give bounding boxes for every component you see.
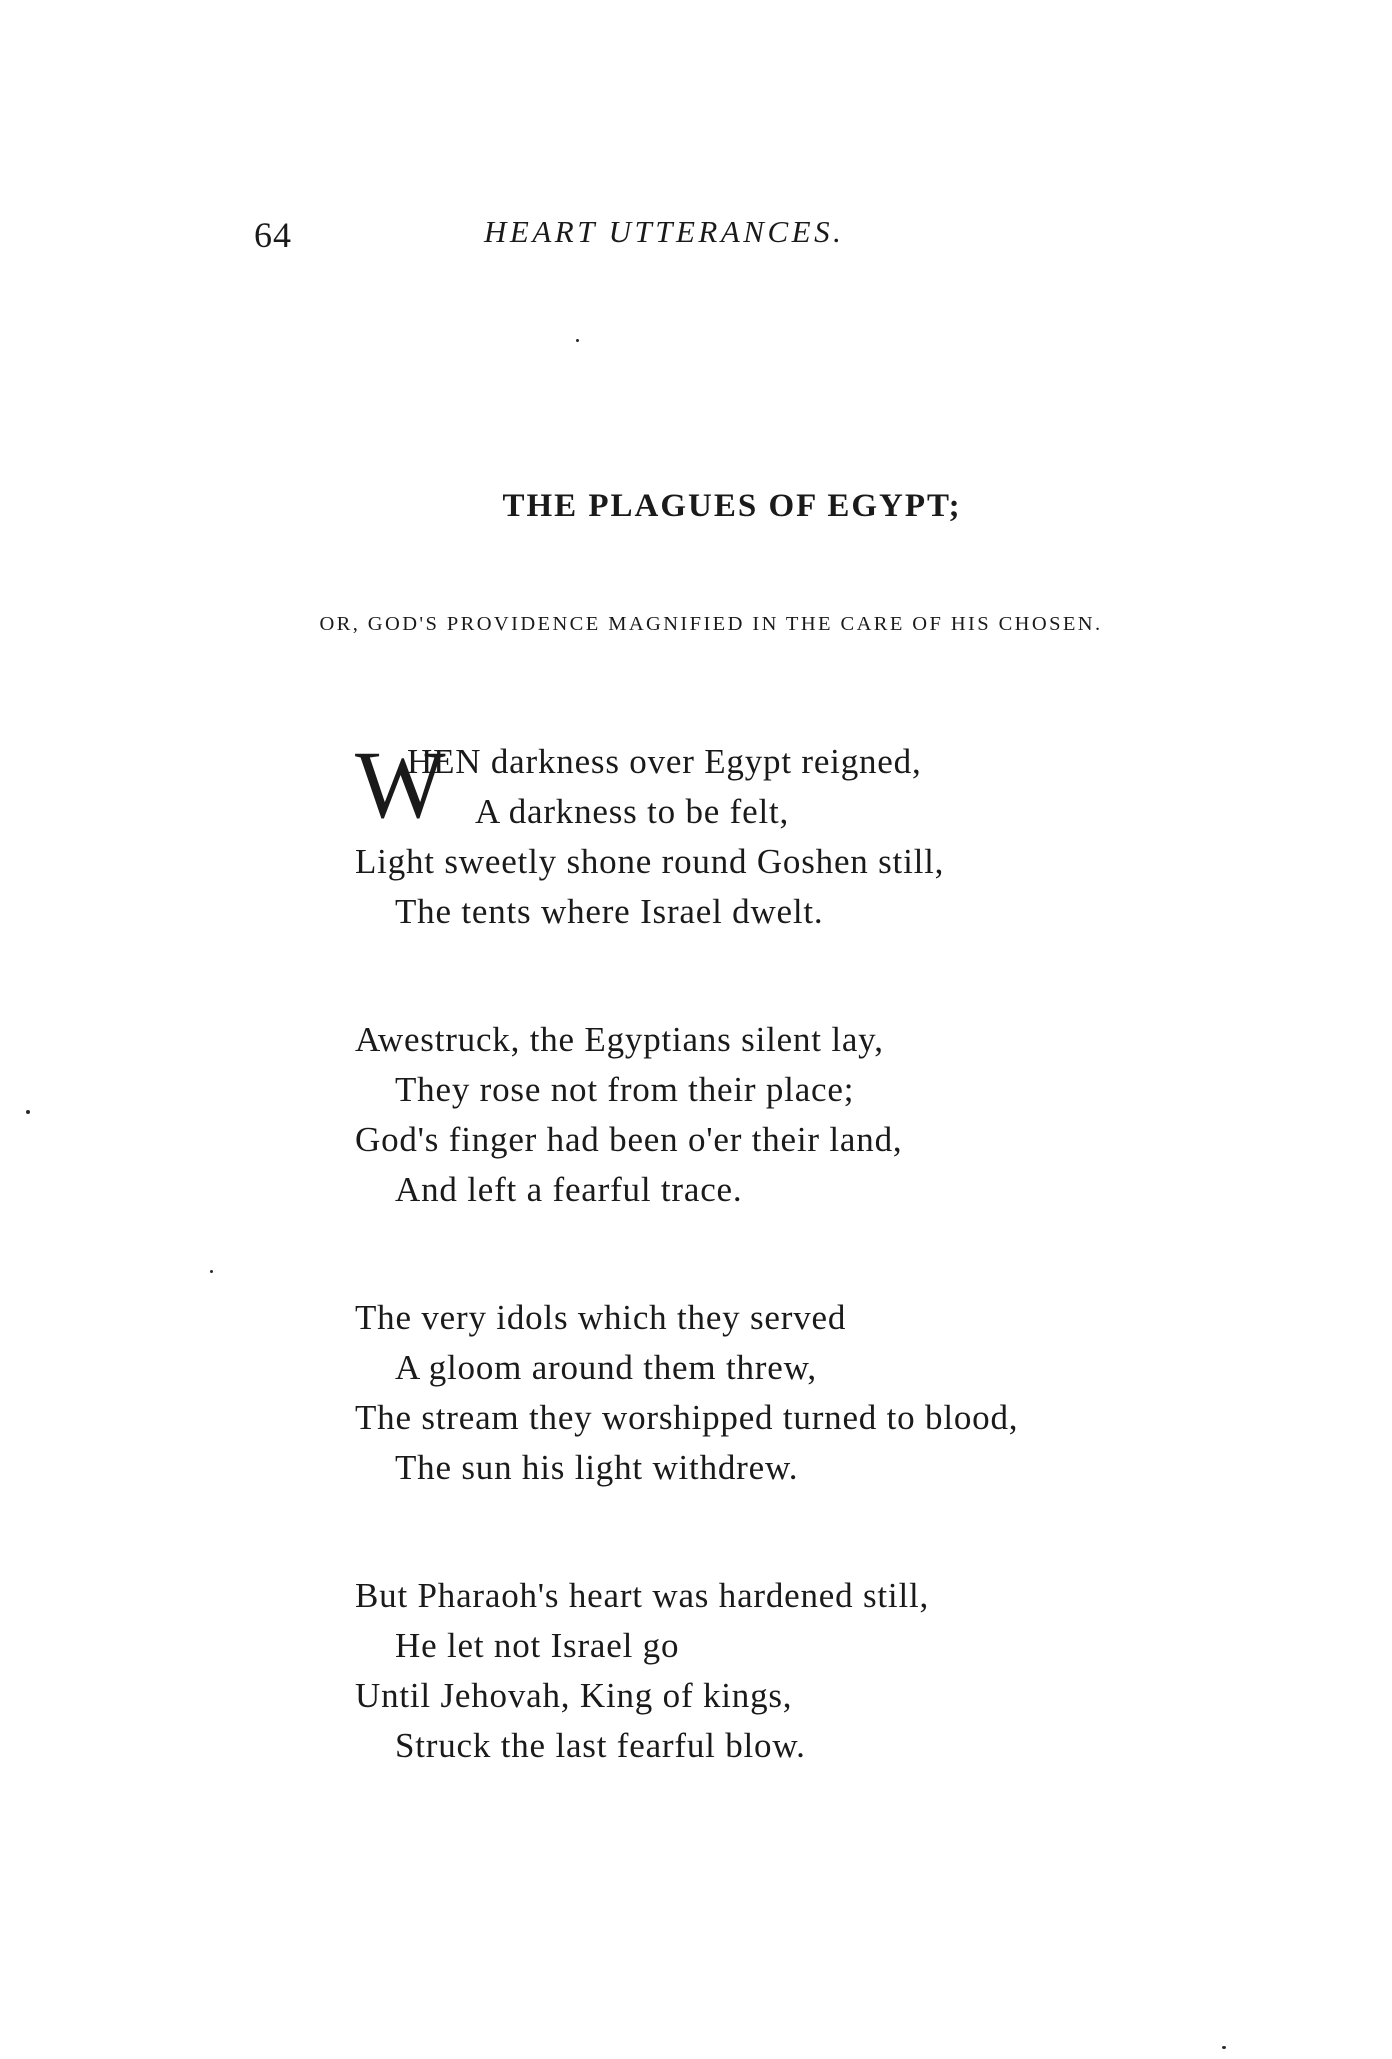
stanza <box>355 1015 1235 1215</box>
poem-line: A darkness to be felt, <box>475 792 790 831</box>
stanza <box>355 731 1235 937</box>
running-title: HEART UTTERANCES. <box>484 214 845 249</box>
poem-body <box>355 731 1235 1849</box>
poem-line: The very idols which they served <box>355 1298 847 1337</box>
poem-line: A gloom around them threw, <box>395 1348 817 1387</box>
poem-line: The sun his light withdrew. <box>395 1448 799 1487</box>
poem-line: They rose not from their place; <box>395 1070 855 1109</box>
print-speck <box>576 339 579 342</box>
poem-subtitle: OR, GOD'S PROVIDENCE MAGNIFIED IN THE CARE OF HIS CHOSEN. <box>319 613 1103 635</box>
poem-line: Struck the last fearful blow. <box>395 1726 806 1765</box>
print-speck <box>1222 2046 1226 2049</box>
poem-line: God's finger had been o'er their land, <box>355 1120 903 1159</box>
stanza <box>355 1571 1235 1771</box>
poem-line: And left a fearful trace. <box>395 1170 743 1209</box>
page-number: 64 <box>254 215 292 255</box>
print-speck <box>210 1270 213 1273</box>
poem-line: Until Jehovah, King of kings, <box>355 1676 793 1715</box>
poem-title: THE PLAGUES OF EGYPT; <box>502 488 962 524</box>
poem-line: Awestruck, the Egyptians silent lay, <box>355 1020 884 1059</box>
poem-line: Light sweetly shone round Goshen still, <box>355 842 945 881</box>
poem-line: The tents where Israel dwelt. <box>395 892 824 931</box>
drop-cap: W <box>355 731 447 838</box>
poem-line: But Pharaoh's heart was hardened still, <box>355 1576 930 1615</box>
stanza <box>355 1293 1235 1493</box>
poem-line: The stream they worshipped turned to blood, <box>355 1398 1019 1437</box>
poem-line: He let not Israel go <box>395 1626 680 1665</box>
poem-line-text: HEN darkness over Egypt reigned, <box>407 742 922 781</box>
print-speck <box>26 1110 30 1114</box>
